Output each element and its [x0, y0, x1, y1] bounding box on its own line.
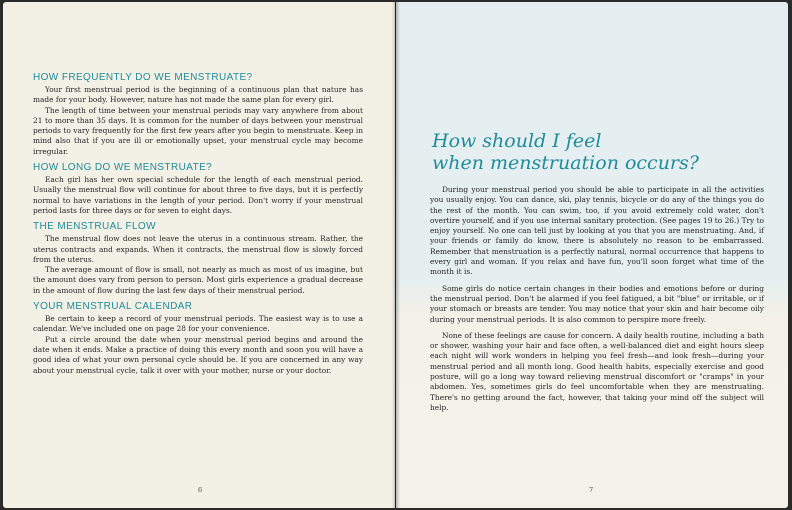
paragraph: During your menstrual period you should be able to participate in all the activities you usually enjoy. You can dance, ski, play tennis, bicycle or do any of the things you do the rest of the month. You can swim, too, if you avoid extremely cold water, don't overtire yourself, and if you use internal sanitary protection. (See pages 19 to 26.) Try to enjoy yourself. No one can tell just by looking at you that you are menstruating. And, if your friends or family do know, there is absolutely no reason to be embarrassed. Remember that menstruation is a perfectly natural, normal occurrence that happens to every girl and woman. If you relax and have fun, you'll soon forget what time of the month it is.: [430, 185, 764, 277]
left-page: [3, 2, 395, 508]
title-line: when menstruation occurs?: [432, 152, 699, 174]
right-page: [396, 2, 788, 508]
page-number: 6: [198, 486, 203, 494]
right-page-content: [430, 185, 764, 419]
paragraph: Put a circle around the date when your menstrual period begins and around the date when it ends. Make a practice of doing this every month and soon you will have a good idea of what your own personal cycle should be. If you are concerned in any way about your menstrual cycle, talk it over with your mother, nurse or your doctor.: [33, 334, 363, 375]
paragraph: The average amount of flow is small, not nearly as much as most of us imagine, but the amount does vary from person to person. Most girls experience a gradual decrease in the amount of flow during the last few days of their menstrual period.: [33, 265, 363, 295]
paragraph: Each girl has her own special schedule for the length of each menstrual period. Usually the menstrual flow will continue for about three to five days, but it is perfectly normal to have variations in the length of your period. Don't worry if your menstrual period lasts for three days or for seven to eight days.: [33, 175, 363, 215]
page-title: [432, 130, 752, 174]
section-how-long: [33, 162, 363, 216]
paragraph: Your first menstrual period is the beginning of a continuous plan that nature has made for your body. However, nature has not made the same plan for every girl.: [33, 85, 363, 105]
paragraph: The menstrual flow does not leave the uterus in a continuous stream. Rather, the uterus contracts and expands. When it contracts, the menstrual flow is slowly forced from the uterus.: [33, 234, 363, 264]
left-page-content: [33, 72, 363, 381]
section-heading: HOW LONG DO WE MENSTRUATE?: [33, 162, 213, 174]
section-menstrual-flow: [33, 221, 363, 296]
paragraph: None of these feelings are cause for concern. A daily health routine, including a bath or shower, washing your hair and face often, a well-balanced diet and eight hours sleep each night will work wonders in helping you feel fresh—and look fresh—during your menstrual period and all month long. Good health habits, especially exercise and good posture, will go a long way toward relieving menstrual discomfort or "cramps" in your abdomen. Yes, sometimes girls do feel uncomfortable when they are menstruating. There's no getting around the fact, however, that taking your mind off the subject will help.: [430, 330, 764, 412]
section-menstrual-calendar: [33, 301, 363, 376]
section-how-frequently: [33, 72, 363, 157]
section-heading: THE MENSTRUAL FLOW: [33, 221, 156, 233]
section-heading: YOUR MENSTRUAL CALENDAR: [33, 301, 193, 313]
section-heading: HOW FREQUENTLY DO WE MENSTRUATE?: [33, 72, 253, 83]
paragraph: Some girls do notice certain changes in their bodies and emotions before or during the menstrual period. Don't be alarmed if you feel fatigued, a bit "blue" or irritable, or if your stomach or breasts are tender. You may notice that your skin and hair become oily during your menstrual periods. It is also common to perspire more freely.: [430, 283, 764, 324]
page-number: 7: [589, 486, 594, 494]
paragraph: Be certain to keep a record of your menstrual periods. The easiest way is to use a calendar. We've included one on page 28 for your convenience.: [33, 314, 363, 334]
paragraph: The length of time between your menstrual periods may vary anywhere from about 21 to more than 35 days. It is common for the number of days between your menstrual periods to vary frequently for the first few years after you begin to menstruate. Keep in mind also that if you are ill or emotionally upset, your menstrual cycle may become irregular.: [33, 105, 363, 156]
title-line: How should I feel: [432, 130, 602, 152]
book-gutter: [392, 2, 400, 508]
